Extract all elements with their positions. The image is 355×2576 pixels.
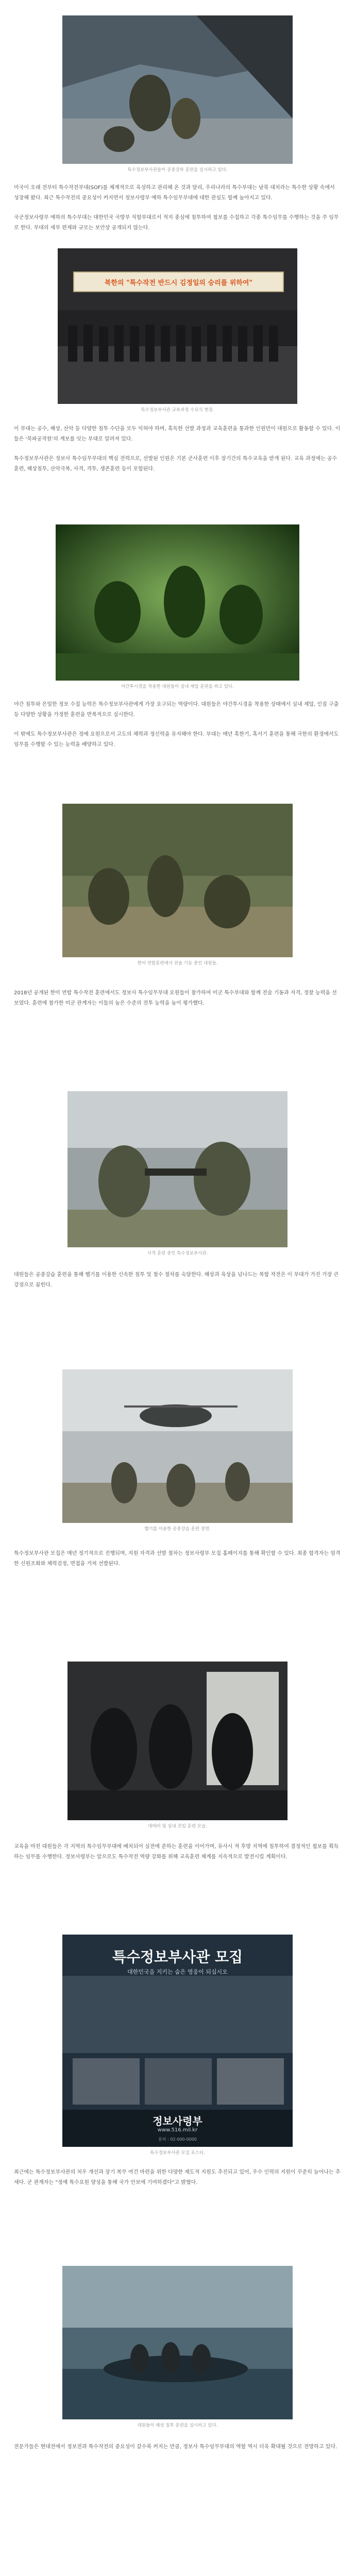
paragraph-text: 2018년 공개된 한미 연합 특수작전 훈련에서도 정보사 특수임무부대 요원들이 참가하여 미군 특수부대와 함께 전술 기동과 저격, 정찰 능력을 선보였다. 훈련에 참가한 미군 관계자는 이들의 높은 수준의 전투 능력을 높이 평가했다. (14, 990, 337, 1006)
paragraph-1 (14, 183, 341, 243)
poster-org: 정보사령부 (153, 2115, 202, 2127)
caption-7: 대테러 및 실내 진입 훈련 모습. (148, 1824, 207, 1829)
paragraph-text: 특수정보부사관은 정보사 특수임무부대의 핵심 전력으로, 선발된 인원은 기본 군사훈련 이후 장기간의 특수교육을 받게 된다. 교육 과정에는 공수훈련, 해상침투, 산악극복, 사격, 격투, 생존훈련 등이 포함된다. (14, 456, 337, 472)
caption-6: 헬기를 이용한 공중강습 훈련 장면. (144, 1527, 211, 1532)
paragraph-5 (14, 1270, 341, 1300)
paragraph-text: 야간 침투와 은밀한 정보 수집 능력은 특수정보부사관에게 가장 요구되는 역량이다. 대원들은 야간투시경을 착용한 상태에서 실내 제압, 인질 구출 등 다양한 상황을 가정한 훈련을 반복적으로 실시한다. (14, 702, 339, 718)
caption-3: 야간투시경을 착용한 대원들이 실내 제압 훈련을 하고 있다. (121, 684, 234, 689)
caption-1: 특수정보부사관들이 공중강하 훈련을 실시하고 있다. (127, 167, 228, 173)
photo-ceremony (58, 248, 297, 404)
caption-4: 한미 연합훈련에서 전술 기동 중인 대원들. (137, 961, 218, 966)
banner-text: 북한의 "특수작전 반드시 김정일의 승리를 위하여" (104, 279, 253, 287)
paragraph-3 (14, 700, 341, 759)
paragraph-4 (14, 988, 341, 1018)
caption-8: 특수정보부사관 모집 포스터. (150, 2150, 205, 2156)
poster-subtitle: 대한민국을 지키는 숨은 영웅이 되십시오 (127, 1969, 228, 1975)
paragraph-text: 미국이 오래 전부터 특수작전부대(SOF)를 체계적으로 육성하고 관리해 온 것과 달리, 우리나라의 특수부대는 남북 대치라는 특수한 상황 속에서 성장해 왔다. 최근 특수작전의 중요성이 커지면서 정보사령부 예하 특수임무부대에 대한 관심도 함께 높아지고 있다. (14, 185, 335, 201)
caption-9: 대원들이 해상 침투 훈련을 실시하고 있다. (137, 2423, 218, 2428)
paragraph-text: 국군정보사령부 예하의 특수부대는 대한민국 국방부 직할부대로서 적지 종심에 침투하여 첩보를 수집하고 각종 특수임무를 수행하는 것을 주 임무로 한다. 부대의 세부 편제와 규모는 보안상 공개되지 않는다. (14, 215, 339, 231)
paragraph-2 (14, 424, 341, 484)
poster-title: 특수정보부사관 모집 (112, 1948, 243, 1965)
paragraph-text: 특수정보부사관 모집은 매년 정기적으로 진행되며, 지원 자격과 선발 절차는 정보사령부 모집 홈페이지를 통해 확인할 수 있다. 최종 합격자는 엄격한 신원조회와 체력검정, 면접을 거쳐 선발된다. (14, 1551, 341, 1567)
paragraph-6 (14, 1549, 341, 1579)
paragraph-text: 전문가들은 현대전에서 정보전과 특수작전의 중요성이 갈수록 커지는 만큼, 정보사 특수임무부대의 역할 역시 더욱 확대될 것으로 전망하고 있다. (14, 2444, 337, 2450)
photo-forest-maneuver (62, 804, 293, 957)
paragraph-text: 최근에는 특수정보부사관의 처우 개선과 장기 복무 여건 마련을 위한 다양한 제도적 지원도 추진되고 있어, 우수 인력의 지원이 꾸준히 늘어나는 추세다. 군 관계자는 "정예 특수요원 양성을 통해 국가 안보에 기여하겠다"고 밝혔다. (14, 2170, 341, 2185)
photo-paratroopers (62, 15, 293, 164)
poster-url: www.516.mil.kr (157, 2127, 198, 2133)
ceremony-banner (73, 272, 284, 292)
recruit-poster (62, 1935, 293, 2147)
paragraph-8 (14, 2167, 341, 2197)
caption-2: 특수정보부사관 교육과정 수료식 현장. (141, 408, 214, 413)
paragraph-text: 이 밖에도 특수정보부사관은 정예 요원으로서 고도의 체력과 정신력을 유지해야 한다. 부대는 매년 혹한기, 혹서기 훈련을 통해 극한의 환경에서도 임무를 수행할 수 있는 능력을 배양하고 있다. (14, 732, 339, 748)
photo-shooting (67, 1091, 288, 1247)
poster-footer: 문의 : 02-000-0000 (158, 2137, 197, 2142)
photo-night-vision (56, 524, 299, 681)
paragraph-text: 교육을 마친 대원들은 각 지역의 특수임무부대에 배치되어 실전에 준하는 훈련을 이어가며, 유사시 적 후방 지역에 침투하여 결정적인 첩보를 획득하는 임무를 수행한다. 정보사령부는 앞으로도 특수작전 역량 강화를 위해 교육훈련 체계를 지속적으로 발전시킬 계획이다. (14, 1844, 339, 1860)
caption-5: 사격 훈련 중인 특수정보부사관. (147, 1251, 208, 1256)
paragraph-text: 이 부대는 공수, 해상, 산악 등 다양한 침투 수단을 모두 익혀야 하며, 혹독한 선발 과정과 교육훈련을 통과한 인원만이 대원으로 활동할 수 있다. 이들은 '북파공작원'의 계보를 잇는 부대로 알려져 있다. (14, 426, 341, 442)
paragraph-9 (14, 2442, 341, 2462)
paragraph-7 (14, 1842, 341, 1872)
photo-helicopter-assault (62, 1369, 293, 1523)
photo-indoor-breach (67, 1662, 288, 1820)
photo-sea-infiltration (62, 2266, 293, 2419)
paragraph-text: 대원들은 공중강습 훈련을 통해 헬기를 이용한 신속한 침투 및 철수 절차를 숙달한다. 해상과 육상을 넘나드는 복합 작전은 이 부대가 가진 가장 큰 강점으로 꼽힌다. (14, 1272, 339, 1288)
